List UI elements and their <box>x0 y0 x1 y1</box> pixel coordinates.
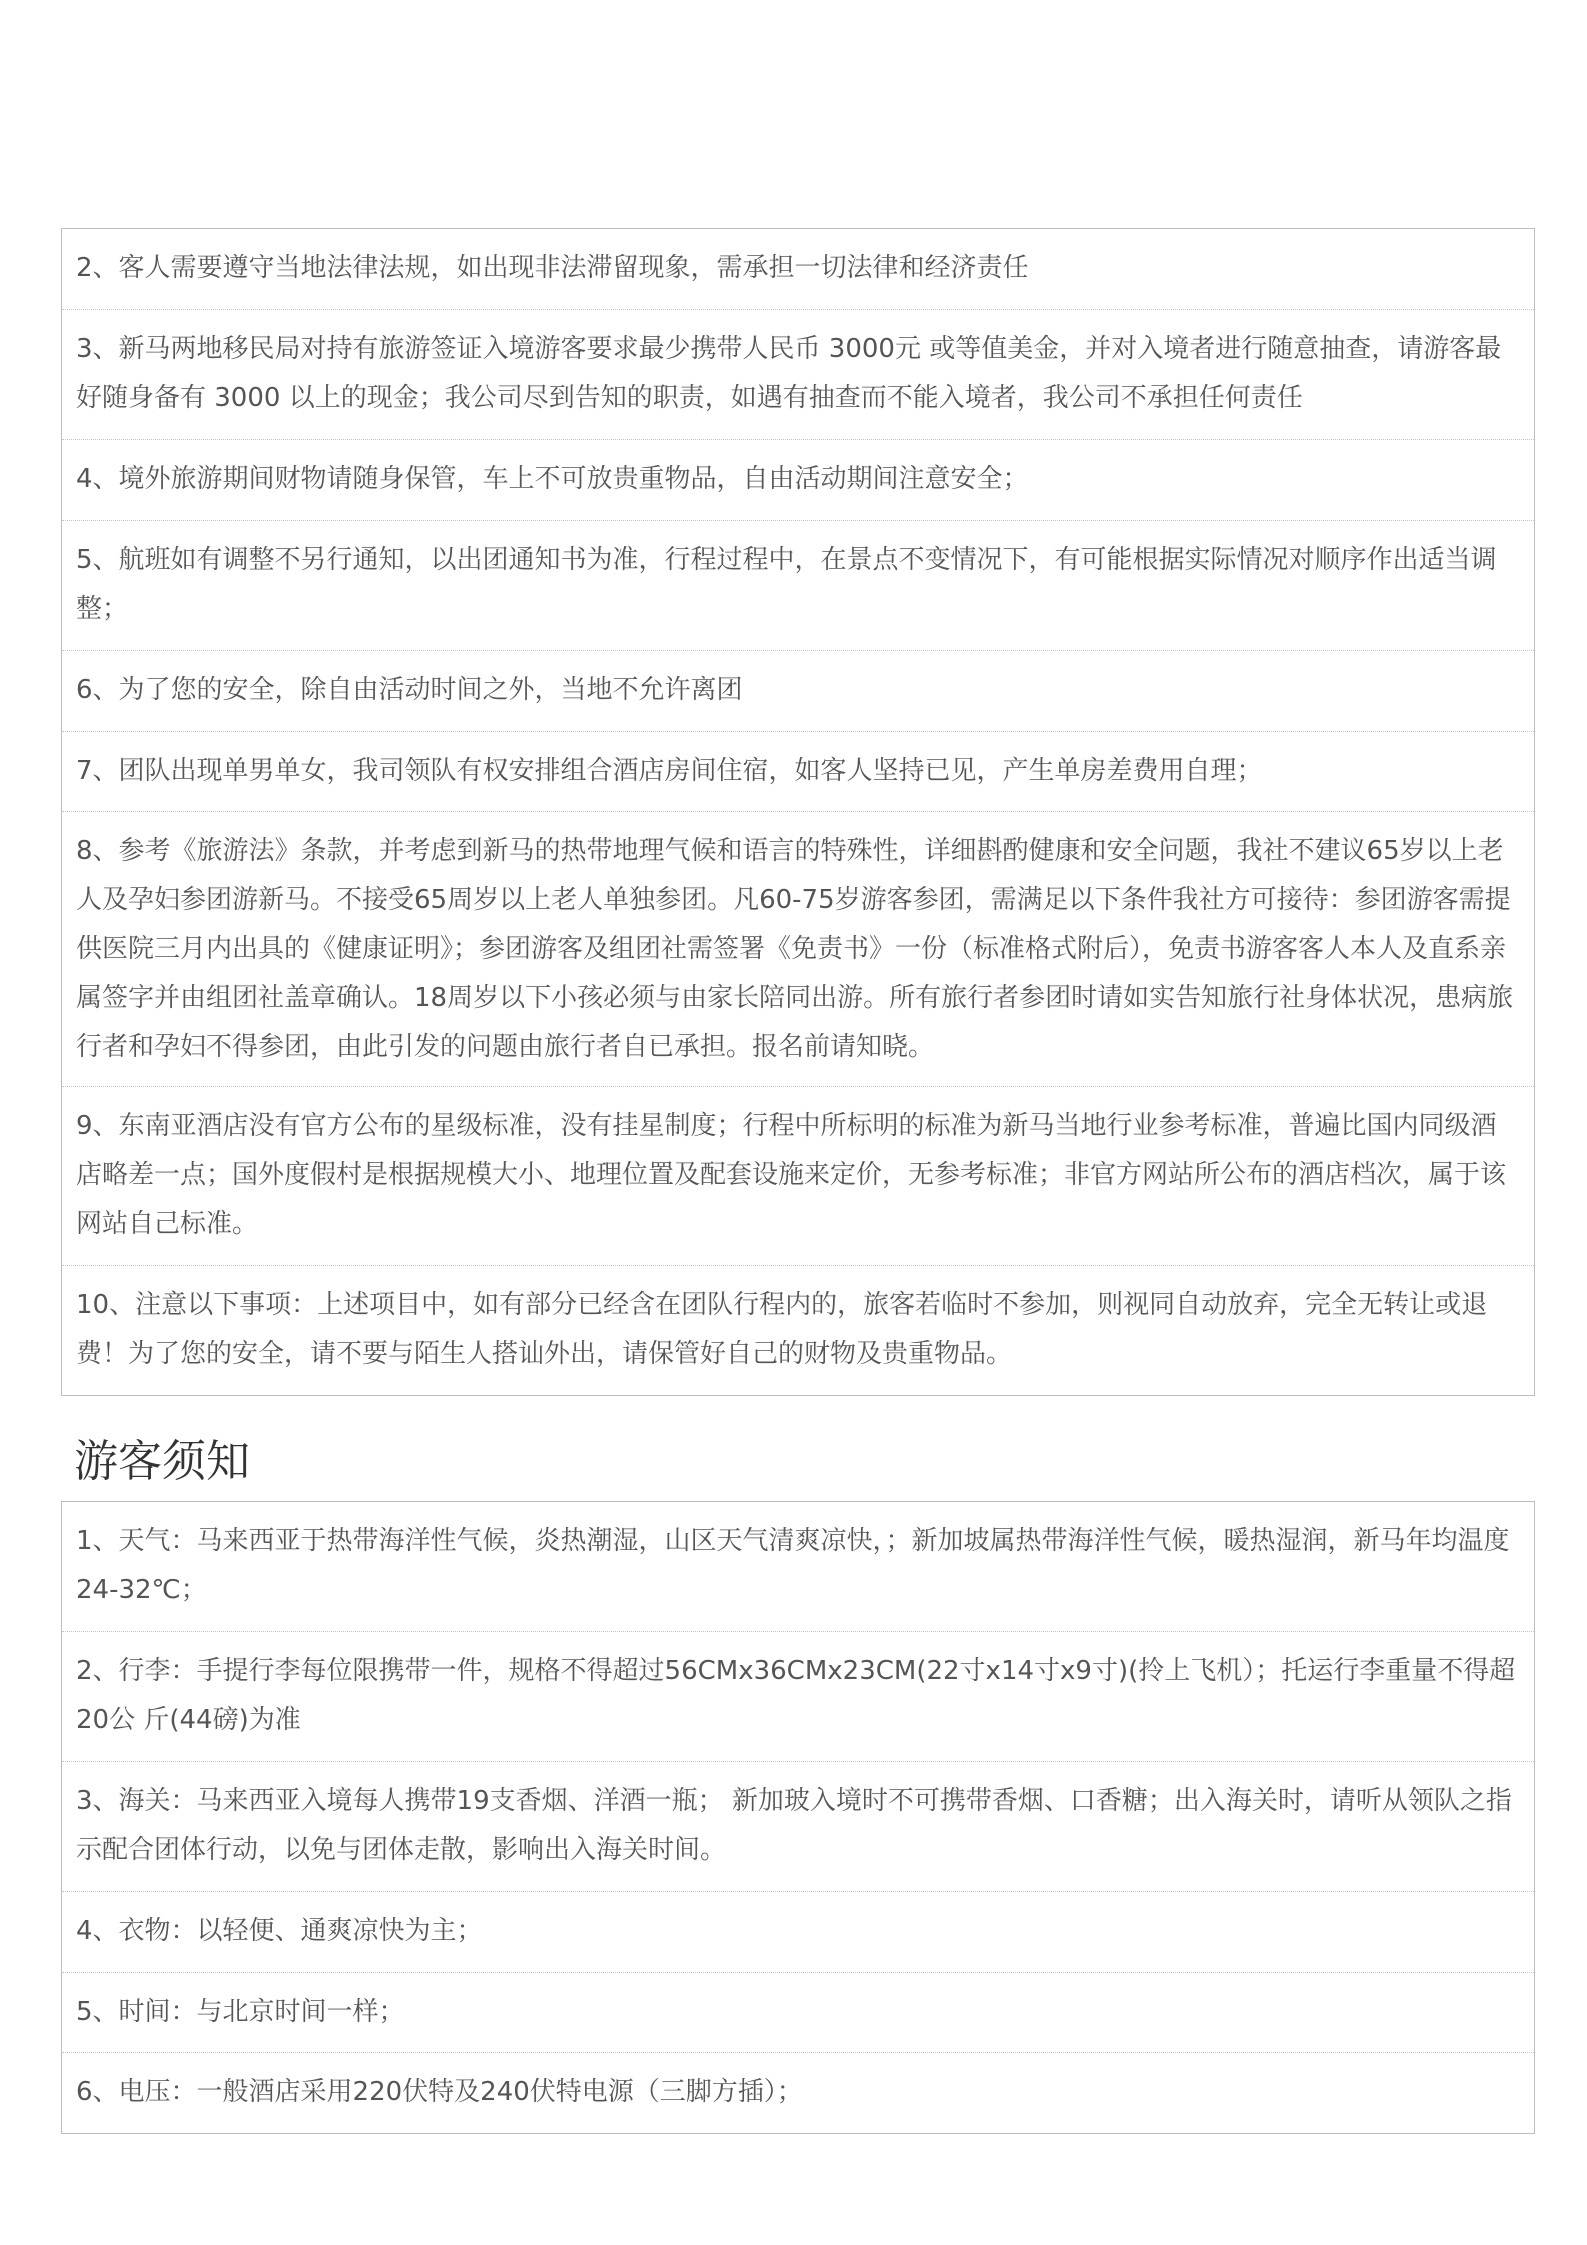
note-item: 8、参考《旅游法》条款，并考虑到新马的热带地理气候和语言的特殊性，详细斟酌健康和安全问题，我社不建议65岁以上老人及孕妇参团游新马。不接受65周岁以上老人单独参团。凡60-75岁游客参团，需满足以下条件我社方可接待：参团游客需提供医院三月内出具的《健康证明》；参团游客及组团社需签署《免责书》一份（标准格式附后），免责书游客客人本人及直系亲属签字并由组团社盖章确认。18周岁以下小孩必须与由家长陪同出游。所有旅行者参团时请如实告知旅行社身体状况，患病旅行者和孕妇不得参团，由此引发的问题由旅行者自已承担。报名前请知晓。 <box>62 812 1534 1087</box>
notice-item: 6、电压：一般酒店采用220伏特及240伏特电源（三脚方插）； <box>76 2077 803 2107</box>
notes-table <box>61 228 1535 1396</box>
notice-item: 5、时间：与北京时间一样； <box>62 1973 1534 2053</box>
note-item: 6、为了您的安全，除自由活动时间之外，当地不允许离团 <box>62 651 1534 732</box>
notice-item: 1、天气：马来西亚于热带海洋性气候，炎热潮湿，山区天气清爽凉快，；新加坡属热带海洋性气候，暖热湿润，新马年均温度24-32℃； <box>62 1502 1534 1632</box>
note-item: 9、东南亚酒店没有官方公布的星级标准，没有挂星制度；行程中所标明的标准为新马当地行业参考标准，普遍比国内同级酒店略差一点；国外度假村是根据规模大小、地理位置及配套设施来定价，无参考标准；非官方网站所公布的酒店档次，属于该网站自己标准。 <box>62 1087 1534 1266</box>
note-item: 2、客人需要遵守当地法律法规，如出现非法滞留现象，需承担一切法律和经济责任 <box>62 229 1534 310</box>
notice-item: 3、海关：马来西亚入境每人携带19支香烟、洋酒一瓶； 新加玻入境时不可携带香烟、口香糖；出入海关时，请听从领队之指示配合团体行动，以免与团体走散，影响出入海关时间。 <box>62 1762 1534 1892</box>
note-item: 5、航班如有调整不另行通知，以出团通知书为准，行程过程中，在景点不变情况下，有可能根据实际情况对顺序作出适当调整； <box>62 521 1534 651</box>
visitor-notice-table <box>61 1501 1535 2134</box>
note-item: 7、团队出现单男单女，我司领队有权安排组合酒店房间住宿，如客人坚持已见，产生单房差费用自理； <box>62 732 1534 812</box>
note-item: 10、注意以下事项：上述项目中，如有部分已经含在团队行程内的，旅客若临时不参加，则视同自动放弃，完全无转让或退费！为了您的安全，请不要与陌生人搭讪外出，请保管好自己的财物及贵重物品。 <box>76 1290 1488 1369</box>
notice-item: 4、衣物：以轻便、通爽凉快为主； <box>62 1892 1534 1973</box>
note-item: 3、新马两地移民局对持有旅游签证入境游客要求最少携带人民币 3000元 或等值美金，并对入境者进行随意抽查，请游客最好随身备有 3000 以上的现金；我公司尽到告知的职责，如遇有抽查而不能入境者，我公司不承担任何责任 <box>62 310 1534 440</box>
note-item: 4、境外旅游期间财物请随身保管，车上不可放贵重物品，自由活动期间注意安全； <box>62 440 1534 521</box>
section-heading: 游客须知 <box>74 1436 250 1487</box>
notice-item: 2、行李：手提行李每位限携带一件，规格不得超过56CMx36CMx23CM(22寸x14寸x9寸)(拎上飞机）；托运行李重量不得超20公 斤(44磅)为准 <box>62 1632 1534 1762</box>
